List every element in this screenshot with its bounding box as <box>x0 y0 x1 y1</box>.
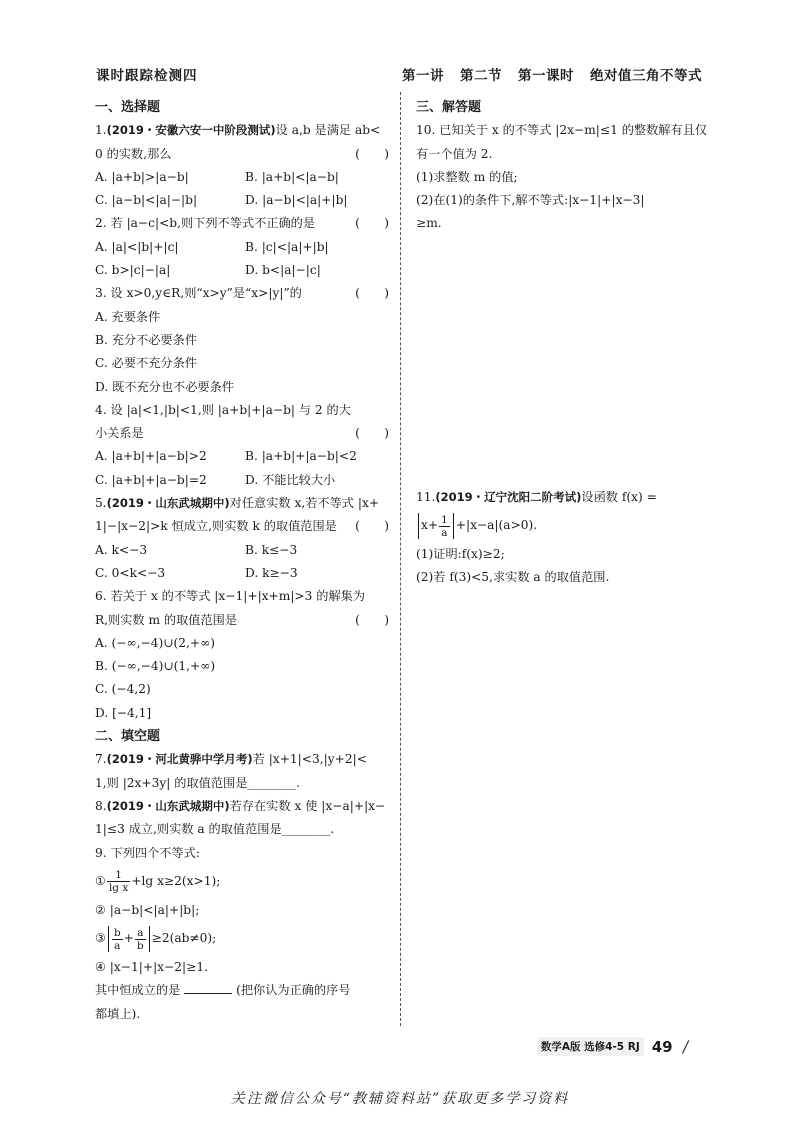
question-3 <box>95 282 395 398</box>
q11-denominator: a <box>441 526 448 539</box>
question-11 <box>416 486 706 590</box>
q10-text-2: 有一个值为 2. <box>416 146 493 161</box>
q6-option-d: D. [−4,1] <box>95 705 152 720</box>
q10-text: 10. 已知关于 x 的不等式 |2x−m|≤1 的整数解有且仅 <box>416 123 708 138</box>
q2-answer-paren: ( ) <box>355 216 389 231</box>
q9-item-2: ② |a−b|<|a|+|b|; <box>95 902 200 917</box>
q9-item-3-num-1: b <box>113 926 121 939</box>
section-fill-title: 二、填空题 <box>95 729 161 745</box>
q8-source: (2019・山东武城期中) <box>106 798 230 813</box>
q1-text-2: 0 的实数,那么 <box>95 146 172 161</box>
q9-item-3-rest: ≥2(ab≠0); <box>151 931 217 946</box>
footer-book-label: 数学A版 选修4-5 RJ <box>537 1037 644 1056</box>
q9-item-3-marker: ③ <box>95 931 106 946</box>
header-right-title <box>386 64 702 84</box>
q9-item-3-abs-left <box>108 926 109 952</box>
q11-fraction <box>439 514 450 539</box>
q5-options <box>95 539 395 586</box>
q11-source: (2019・辽宁沈阳二阶考试) <box>435 489 582 504</box>
question-9 <box>95 842 395 1026</box>
q9-item-3-num-2: a <box>135 927 146 940</box>
q6-option-a: A. (−∞,−4)∪(2,+∞) <box>95 635 215 650</box>
question-8 <box>95 795 395 842</box>
q11-function <box>416 509 706 543</box>
q9-conclusion-2: (把你认为正确的序号 <box>236 983 351 998</box>
q7-text: 若 |x+1|<3,|y+2|< <box>252 752 367 767</box>
q5-answer-paren: ( ) <box>355 519 389 534</box>
q9-item-3-fraction-1 <box>112 927 123 952</box>
question-7 <box>95 748 395 795</box>
q9-item-3-abs-right <box>149 926 150 952</box>
q7-number: 7. <box>95 752 107 767</box>
header-lesson: 第一课时 <box>518 68 574 84</box>
question-10 <box>416 119 706 235</box>
page-number: 49 <box>651 1037 673 1056</box>
q9-item-1-denominator: lg x <box>108 882 129 895</box>
q2-option-c: C. b>|c|−|a| <box>95 263 171 278</box>
q3-option-c: C. 必要不充分条件 <box>95 356 197 371</box>
q9-item-1 <box>95 865 395 899</box>
q11-numerator: 1 <box>441 513 448 526</box>
q11-function-x: x+ <box>421 518 439 533</box>
q5-option-b: B. k≤−3 <box>245 542 298 557</box>
q9-item-1-fraction <box>107 869 130 894</box>
q2-options <box>95 236 395 283</box>
q6-option-b: B. (−∞,−4)∪(1,+∞) <box>95 659 216 674</box>
header-lecture: 第一讲 <box>402 68 444 84</box>
q1-answer-paren: ( ) <box>355 146 389 161</box>
q5-number: 5. <box>95 496 107 511</box>
q9-item-4: ④ |x−1|+|x−2|≥1. <box>95 960 208 975</box>
q1-option-b: B. |a+b|<|a−b| <box>245 169 339 184</box>
question-4 <box>95 399 395 492</box>
column-divider <box>400 92 401 1026</box>
q5-option-d: D. k≥−3 <box>245 565 298 580</box>
q1-options <box>95 166 395 213</box>
q9-item-3-den-1: a <box>114 939 121 952</box>
q11-number: 11. <box>416 489 436 504</box>
bottom-handwritten-note: 关注微信公众号“教辅资料站”获取更多学习资料 <box>230 1091 570 1107</box>
q1-option-c: C. |a−b|<|a|−|b| <box>95 193 198 208</box>
q11-abs-left <box>418 513 419 539</box>
q1-number: 1. <box>95 123 107 138</box>
q11-part-1: (1)证明:f(x)≥2; <box>416 547 505 562</box>
q1-source: (2019・安徽六安一中阶段测试) <box>106 123 276 138</box>
section-choice-title: 一、选择题 <box>95 100 161 115</box>
q7-source: (2019・河北黄骅中学月考) <box>106 752 253 767</box>
header-left-title: 课时跟踪检测四 <box>96 68 198 84</box>
q8-text-2: 1|≤3 成立,则实数 a 的取值范围是________. <box>95 822 335 837</box>
q3-text: 3. 设 x>0,y∈R,则“x>y”是“x>|y|”的 <box>95 286 302 301</box>
right-column <box>416 96 706 590</box>
q11-function-rest: +|x−a|(a>0). <box>455 518 538 533</box>
header-topic: 绝对值三角不等式 <box>590 68 702 84</box>
q1-text: 设 a,b 是满足 ab< <box>275 123 381 138</box>
q1-option-d: D. |a−b|<|a|+|b| <box>245 193 348 208</box>
q4-option-d: D. 不能比较大小 <box>245 472 336 487</box>
q6-answer-paren: ( ) <box>355 612 389 627</box>
q3-option-b: B. 充分不必要条件 <box>95 332 198 347</box>
q10-part-2: (2)在(1)的条件下,解不等式:|x−1|+|x−3| <box>416 193 645 208</box>
left-column <box>95 96 395 1026</box>
q2-text: 2. 若 |a−c|<b,则下列不等式不正确的是 <box>95 216 316 231</box>
q3-option-d: D. 既不充分也不必要条件 <box>95 379 234 394</box>
footer-slash: / <box>680 1037 690 1056</box>
question-5 <box>95 492 395 585</box>
q9-item-1-marker: ① <box>95 874 106 889</box>
q10-part-2-cont: ≥m. <box>416 216 442 231</box>
q4-option-b: B. |a+b|+|a−b|<2 <box>245 449 357 464</box>
q5-source: (2019・山东武城期中) <box>106 496 230 511</box>
q8-number: 8. <box>95 798 107 813</box>
q2-option-a: A. |a|<|b|+|c| <box>95 239 179 254</box>
q9-item-1-numerator: 1 <box>107 869 130 882</box>
q9-item-3-den-2: b <box>136 939 144 952</box>
q9-item-3-plus: + <box>123 931 134 946</box>
q6-option-c: C. (−4,2) <box>95 682 151 697</box>
question-1 <box>95 119 395 212</box>
q4-option-c: C. |a+b|+|a−b|=2 <box>95 472 207 487</box>
q5-option-c: C. 0<k<−3 <box>95 565 166 580</box>
q5-text: 对任意实数 x,若不等式 |x+ <box>229 496 380 511</box>
q11-part-2: (2)若 f(3)<5,求实数 a 的取值范围. <box>416 570 610 585</box>
question-6 <box>95 585 395 725</box>
q5-option-a: A. k<−3 <box>95 542 148 557</box>
section-solve-title: 三、解答题 <box>416 100 482 115</box>
q3-answer-paren: ( ) <box>355 286 389 301</box>
q2-option-b: B. |c|<|a|+|b| <box>245 239 329 254</box>
q8-text: 若存在实数 x 使 |x−a|+|x− <box>229 798 386 813</box>
q4-options <box>95 445 395 492</box>
q7-text-2: 1,则 |2x+3y| 的取值范围是________. <box>95 775 301 790</box>
q2-option-d: D. b<|a|−|c| <box>245 263 321 278</box>
q10-part-1: (1)求整数 m 的值; <box>416 169 518 184</box>
q9-conclusion: 其中恒成立的是 <box>95 983 181 998</box>
q6-text-2: R,则实数 m 的取值范围是 <box>95 612 238 627</box>
q9-text: 9. 下列四个不等式: <box>95 845 200 860</box>
q6-text: 6. 若关于 x 的不等式 |x−1|+|x+m|>3 的解集为 <box>95 589 366 604</box>
q1-option-a: A. |a+b|>|a−b| <box>95 169 189 184</box>
q11-text: 设函数 f(x) = <box>581 489 657 504</box>
q9-conclusion-3: 都填上). <box>95 1006 141 1021</box>
q9-item-3-fraction-2 <box>135 927 146 952</box>
question-2 <box>95 212 395 282</box>
q9-item-3 <box>95 922 395 956</box>
q4-option-a: A. |a+b|+|a−b|>2 <box>95 449 207 464</box>
q11-abs-right <box>453 513 454 539</box>
header-section: 第二节 <box>460 68 502 84</box>
q4-text: 4. 设 |a|<1,|b|<1,则 |a+b|+|a−b| 与 2 的大 <box>95 402 351 417</box>
q3-option-a: A. 充要条件 <box>95 309 161 324</box>
q9-item-1-rest: +lg x≥2(x>1); <box>131 874 221 889</box>
page-footer <box>537 1037 688 1056</box>
q5-text-2: 1|−|x−2|>k 恒成立,则实数 k 的取值范围是 <box>95 519 337 534</box>
q9-answer-blank[interactable] <box>184 979 232 994</box>
q4-answer-paren: ( ) <box>355 426 389 441</box>
answer-space[interactable] <box>416 236 706 486</box>
q4-text-2: 小关系是 <box>95 426 144 441</box>
